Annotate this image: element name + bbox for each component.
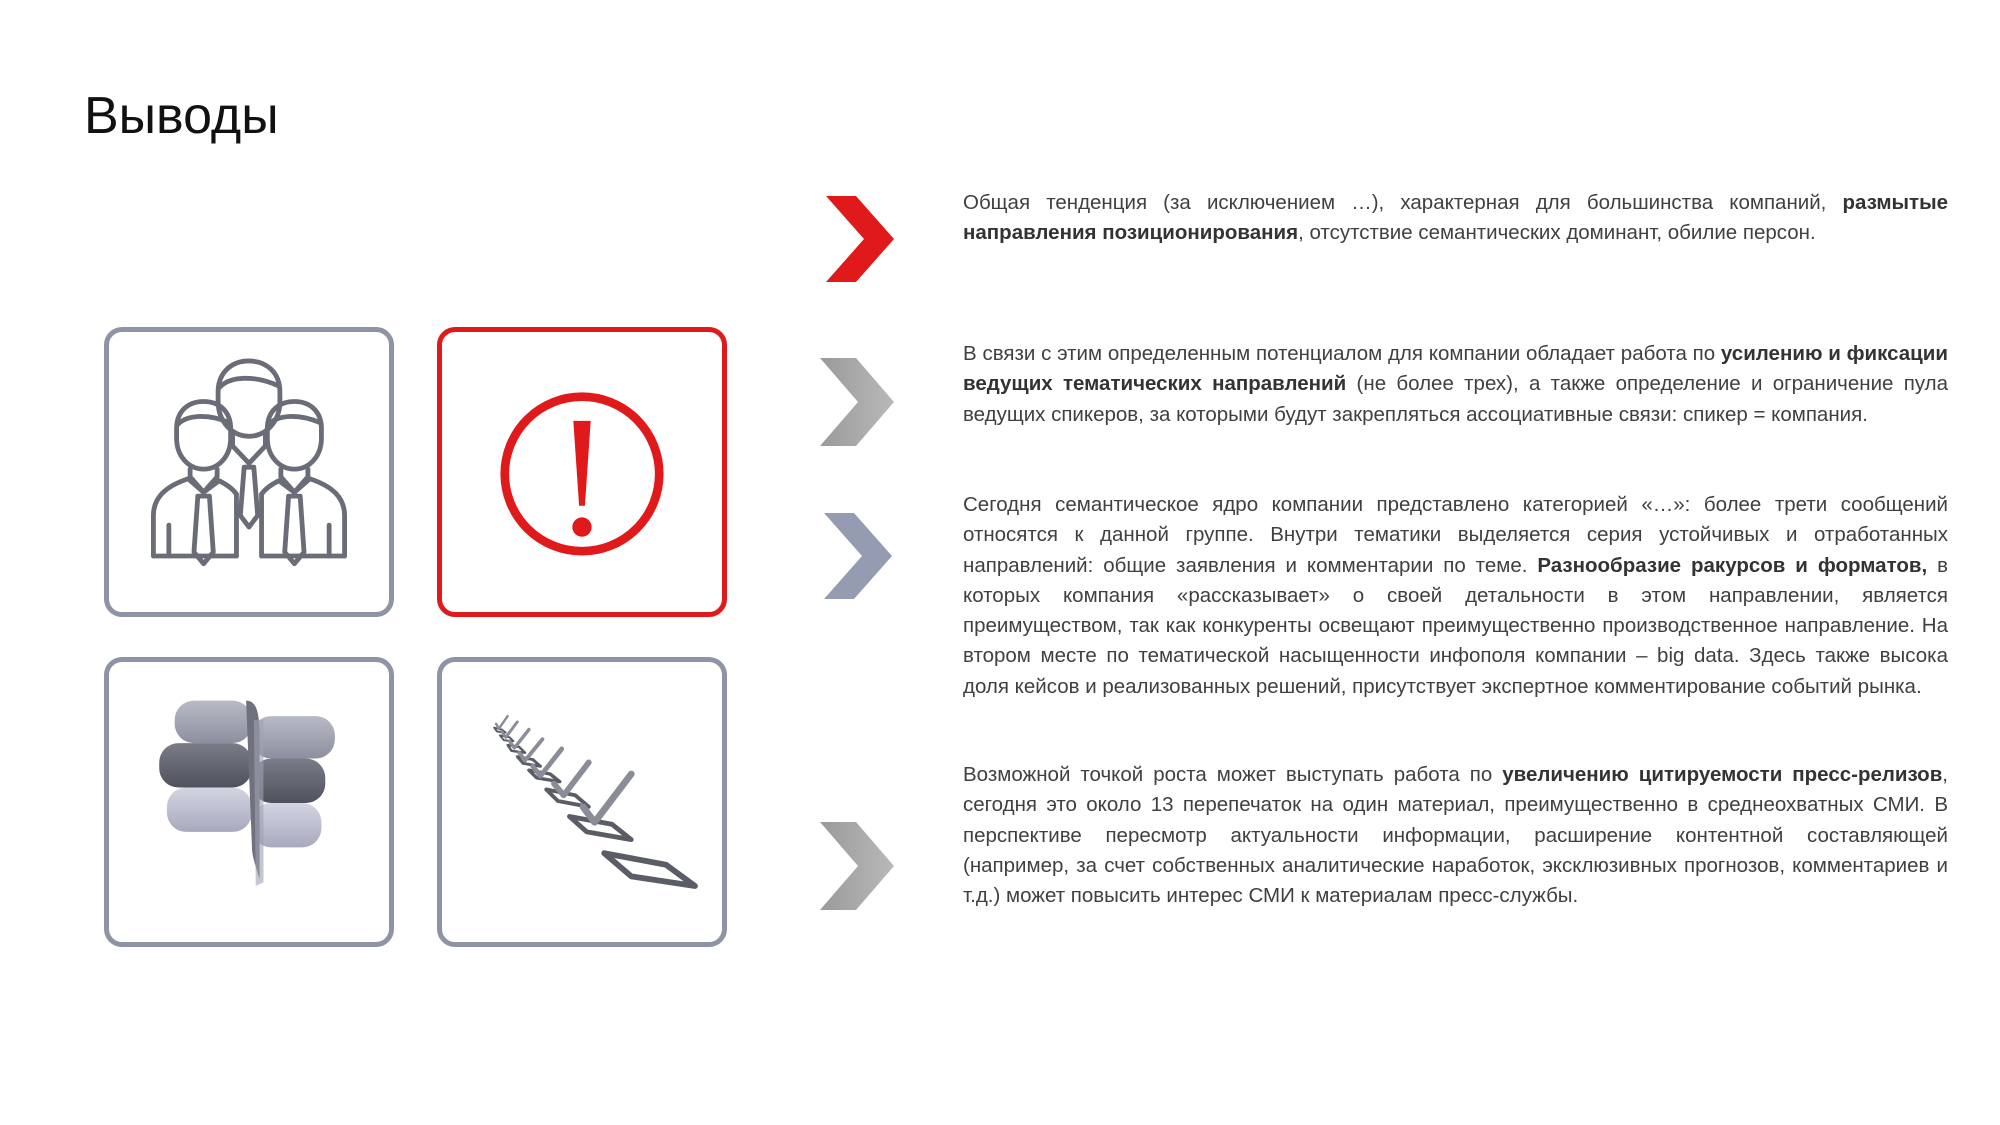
people-group-icon bbox=[109, 332, 389, 612]
chevron-right-icon-gray-bottom bbox=[820, 822, 894, 910]
chevron-right-icon-red bbox=[826, 196, 894, 282]
conclusion-paragraph-4: Возможной точкой роста может выступать работа по увеличению цитируемости пресс-релизов, сегодня это около 13 перепечаток на один материал, преимущественно в среднеохватных СМИ. В перспективе пересмотр актуальности информации, расширение контентной составляющей (например, за счет собственных аналитические наработок, эксклюзивных прогнозов, комментариев и т.д.) может повысить интерес СМИ к материалам пресс-службы. bbox=[963, 763, 1948, 908]
tile-speech bbox=[104, 657, 394, 947]
chevron-right-icon-blue-gray bbox=[824, 513, 892, 599]
tile-people bbox=[104, 327, 394, 617]
page-title: Выводы bbox=[84, 87, 279, 145]
conclusion-paragraph-3: Сегодня семантическое ядро компании представлено категорией «…»: более трети сообщений относятся к данной группе. Внутри тематики выделяется серия устойчивых и отработанных направлений: общие заявления и комментарии по теме. Разнообразие ракурсов и форматов, в которых компания «рассказывает» о своей детальности в этом направлении, является преимуществом, так как конкуренты освещают преимущественно производственное направление. На втором месте по тематической насыщенности инфополя компании – big data. Здесь также высока доля кейсов и реализованных решений, присутствует экспертное комментирование событий рынка. bbox=[963, 493, 1948, 698]
tile-warning bbox=[437, 327, 727, 617]
conclusion-paragraph-2: В связи с этим определенным потенциалом для компании обладает работа по усилению и фиксации ведущих тематических направлений (не более трех), а также определение и ограничение пула ведущих спикеров, за которыми будут закрепляться ассоциативные связи: спикер = компания. bbox=[963, 342, 1948, 426]
chevron-right-icon-gray bbox=[820, 358, 894, 446]
checklist-icon bbox=[442, 662, 722, 942]
conclusion-paragraph-1: Общая тенденция (за исключением …), характерная для большинства компаний, размытые направления позиционирования, отсутствие семантических доминант, обилие персон. bbox=[963, 191, 1948, 245]
exclamation-icon bbox=[442, 332, 722, 612]
speech-bubbles-icon bbox=[109, 662, 389, 942]
tile-checklist bbox=[437, 657, 727, 947]
